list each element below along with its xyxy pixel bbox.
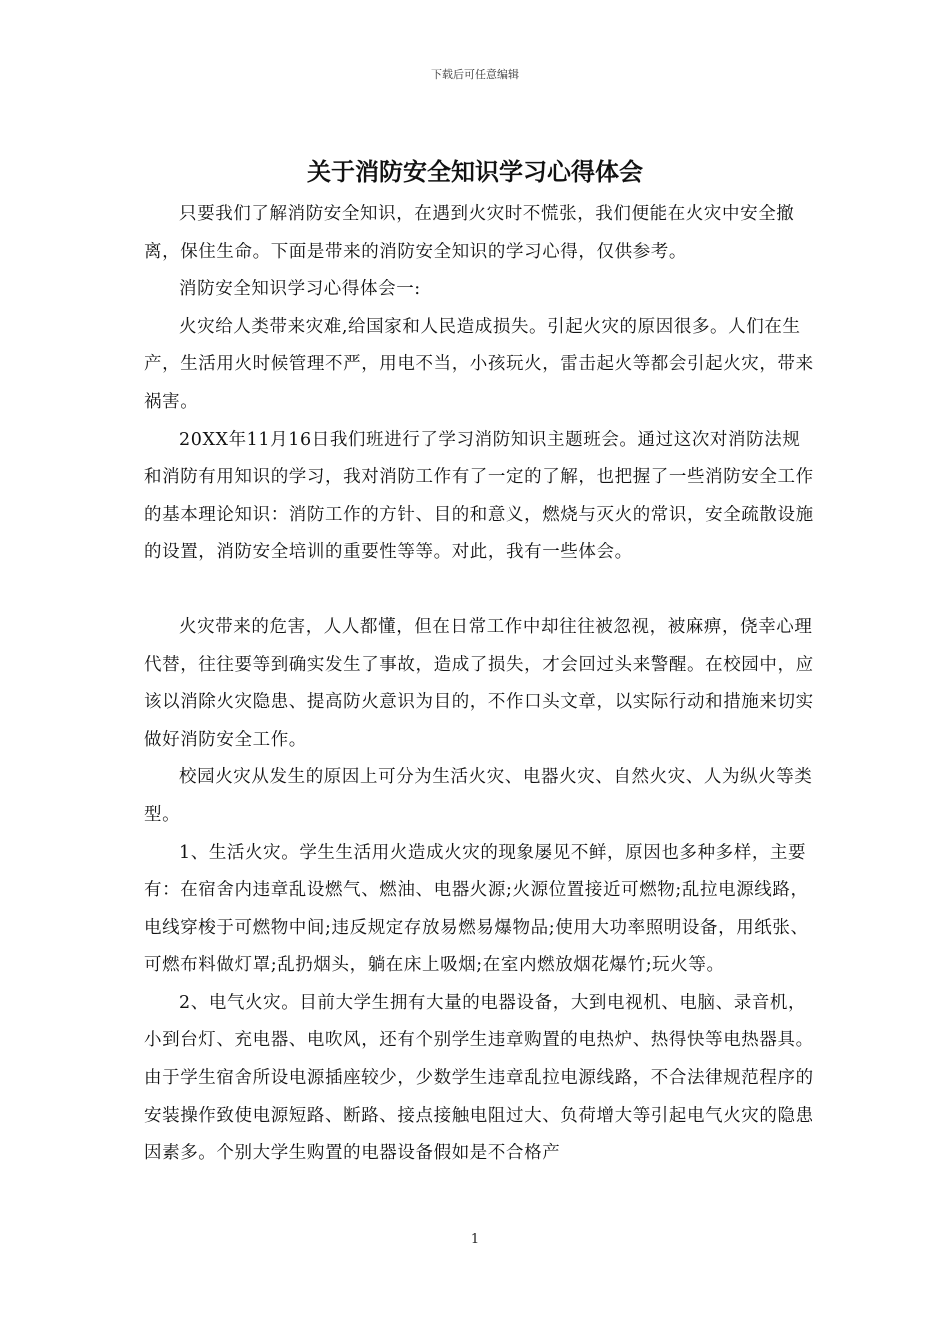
page-number: 1	[470, 1232, 480, 1247]
paragraph-fire-types: 校园火灾从发生的原因上可分为生活火灾、电器火灾、自然火灾、人为纵火等类型。	[144, 767, 813, 825]
paragraph-fire-causes: 火灾给人类带来灾难,给国家和人民造成损失。引起火灾的原因很多。人们在生产，生活用火时候管理不严，用电不当，小孩玩火，雷击起火等都会引起火灾，带来祸害。	[144, 316, 814, 412]
paragraph-class-meeting: 20XX年11月16日我们班进行了学习消防知识主题班会。通过这次对消防法规和消防有用知识的学习，我对消防工作有了一定的了解，也把握了一些消防安全工作的基本理论知识：消防工作的方针、目的和意义，燃烧与灭火的常识，安全疏散设施的设置，消防安全培训的重要性等等。对此，我有一些体会。	[144, 429, 814, 563]
paragraph-electrical-fire: 2、电气火灾。目前大学生拥有大量的电器设备，大到电视机、电脑、录音机，小到台灯、充电器、电吹风，还有个别学生违章购置的电热炉、热得快等电热器具。由于学生宿舍所设电源插座较少，少数学生违章乱拉电源线路，不合法律规范程序的安装操作致使电源短路、断路、接点接触电阻过大、负荷增大等引起电气火灾的隐患因素多。个别大学生购置的电器设备假如是不合格产	[144, 992, 814, 1164]
paragraph-intro: 只要我们了解消防安全知识，在遇到火灾时不慌张，我们便能在火灾中安全撤离，保住生命。下面是带来的消防安全知识的学习心得，仅供参考。	[144, 204, 795, 262]
header-note: 下载后可任意编辑	[431, 68, 519, 81]
paragraph-section-heading: 消防安全知识学习心得体会一:	[179, 279, 421, 300]
document-title: 关于消防安全知识学习心得体会	[307, 157, 643, 186]
paragraph-fire-hazards: 火灾带来的危害，人人都懂，但在日常工作中却往往被忽视，被麻痹，侥幸心理代替，往往要等到确实发生了事故，造成了损失，才会回过头来警醒。在校园中，应该以消除火灾隐患、提高防火意识为目的，不作口头文章，以实际行动和措施来切实做好消防安全工作。	[144, 616, 814, 750]
paragraph-living-fire: 1、生活火灾。学生生活用火造成火灾的现象屡见不鲜，原因也多种多样，主要有：在宿舍内违章乱设燃气、燃油、电器火源;火源位置接近可燃物;乱拉电源线路，电线穿梭于可燃物中间;违反规定存放易燃易爆物品;使用大功率照明设备，用纸张、可燃布料做灯罩;乱扔烟头，躺在床上吸烟;在室内燃放烟花爆竹;玩火等。	[144, 842, 809, 976]
document-body	[144, 196, 814, 1173]
